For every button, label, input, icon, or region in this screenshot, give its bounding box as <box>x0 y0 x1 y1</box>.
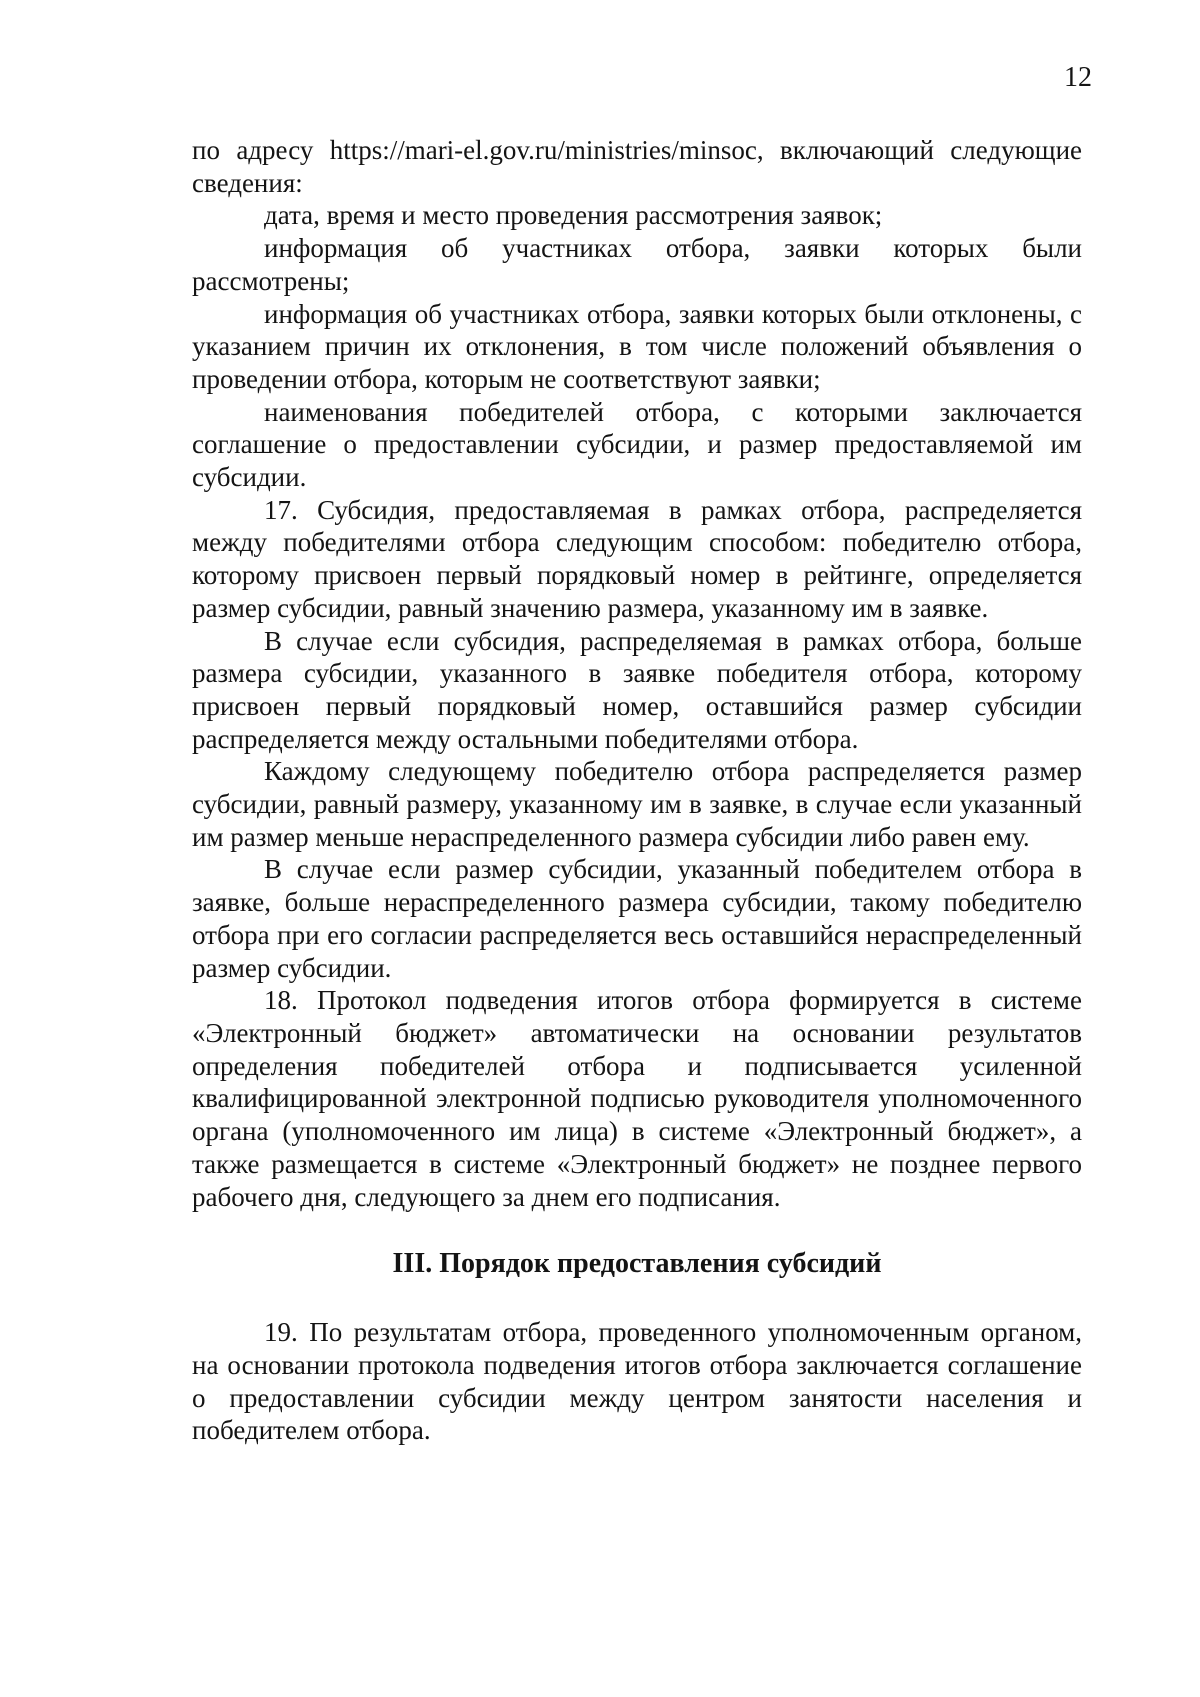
paragraph-each-next-winner: Каждому следующему победителю отбора распределяется размер субсидии, равный размеру, указанному им в заявке, в случае если указанный им размер меньше нераспределенного размера субсидии либо равен ему. <box>192 756 1082 852</box>
section-heading: III. Порядок предоставления субсидий <box>392 1248 882 1280</box>
paragraph-participants-reviewed: информация об участниках отбора, заявки которых были рассмотрены; <box>192 233 1082 296</box>
paragraph-date-time-place: дата, время и место проведения рассмотрения заявок; <box>264 200 883 231</box>
paragraph-participants-rejected: информация об участниках отбора, заявки которых были отклонены, с указанием причин их отклонения, в том числе положений объявления о проведении отбора, которым не соответствуют заявки; <box>192 298 1082 394</box>
paragraph-address-intro: по адресу https://mari-el.gov.ru/ministries/minsoc, включающий следующие сведения: <box>192 135 1082 198</box>
paragraph-remaining-distribution: В случае если субсидия, распределяемая в рамках отбора, больше размера субсидии, указанного в заявке победителя отбора, которому присвоен первый порядковый номер, оставшийся размер субсидии распределяется между остальными победителями отбора. <box>192 625 1082 754</box>
paragraph-clause-19: 19. По результатам отбора, проведенного уполномоченным органом, на основании протокола подведения итогов отбора заключается соглашение о предоставлении субсидии между центром занятости населения и победителем отбора. <box>192 1317 1082 1446</box>
document-body <box>192 134 1082 1447</box>
paragraph-winners-names: наименования победителей отбора, с которыми заключается соглашение о предоставлении субсидии, и размер предоставляемой им субсидии. <box>192 396 1082 493</box>
paragraph-clause-18: 18. Протокол подведения итогов отбора формируется в системе «Электронный бюджет» автоматически на основании результатов определения победителей отбора и подписывается усиленной квалифицированной электронной подписью руководителя уполномоченного органа (уполномоченного им лица) в системе «Электронный бюджет», а также размещается в системе «Электронный бюджет» не позднее первого рабочего дня, следующего за днем его подписания. <box>192 985 1082 1212</box>
page-number: 12 <box>1064 62 1092 93</box>
paragraph-greater-than-remaining: В случае если размер субсидии, указанный победителем отбора в заявке, больше нераспределенного размера субсидии, такому победителю отбора при его согласии распределяется весь оставшийся нераспределенный размер субсидии. <box>192 854 1082 983</box>
paragraph-clause-17: 17. Субсидия, предоставляемая в рамках отбора, распределяется между победителями отбора следующим способом: победителю отбора, которому присвоен первый порядковый номер в рейтинге, определяется размер субсидии, равный значению размера, указанному им в заявке. <box>192 494 1082 623</box>
